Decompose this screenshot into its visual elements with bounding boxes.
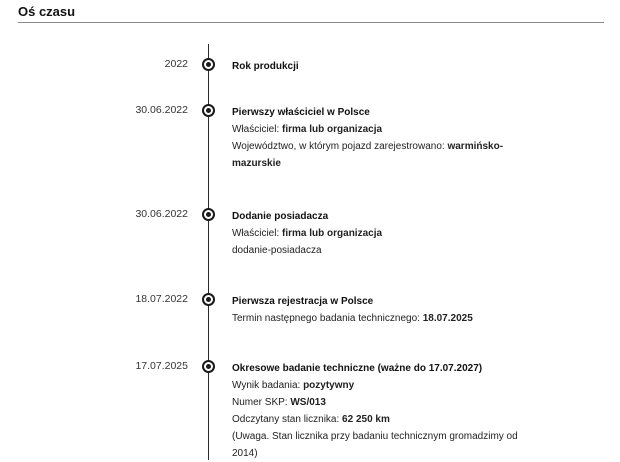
timeline-marker-icon bbox=[202, 104, 215, 117]
event-title: Dodanie posiadacza bbox=[232, 211, 329, 222]
event-title: Okresowe badanie techniczne (ważne do 17.07.2027) bbox=[232, 363, 483, 374]
odometer-remark-cont: 2014) bbox=[232, 448, 258, 459]
result-label: Wynik badania: bbox=[232, 380, 304, 391]
timeline-marker-icon bbox=[202, 360, 215, 373]
next-inspection-line bbox=[232, 310, 592, 327]
owner-value: firma lub organizacja bbox=[282, 228, 383, 239]
owner-line bbox=[232, 225, 592, 242]
voivodeship-line-cont bbox=[232, 155, 592, 172]
next-inspection-value: 18.07.2025 bbox=[422, 313, 473, 324]
skp-line bbox=[232, 394, 592, 411]
voivodeship-value: warmińsko- bbox=[447, 141, 504, 152]
owner-label: Właściciel: bbox=[232, 228, 283, 239]
next-inspection-label: Termin następnego badania technicznego: bbox=[232, 313, 423, 324]
voivodeship-line bbox=[232, 138, 592, 155]
event-date: 30.06.2022 bbox=[135, 104, 188, 116]
timeline-marker-icon bbox=[202, 293, 215, 306]
timeline-marker-icon bbox=[202, 208, 215, 221]
event-date: 18.07.2022 bbox=[135, 293, 188, 305]
skp-value: WS/013 bbox=[290, 397, 326, 408]
timeline-title: Oś czasu bbox=[18, 4, 76, 19]
odometer-line bbox=[232, 411, 592, 428]
event-body bbox=[232, 104, 592, 172]
odometer-value: 62 250 km bbox=[342, 414, 390, 425]
owner-line bbox=[232, 121, 592, 138]
event-note: dodanie-posiadacza bbox=[232, 245, 322, 256]
event-body bbox=[232, 208, 592, 259]
result-line bbox=[232, 377, 592, 394]
title-divider bbox=[18, 22, 604, 23]
voivodeship-value-cont: mazurskie bbox=[232, 158, 281, 169]
event-title: Rok produkcji bbox=[232, 61, 299, 72]
odometer-label: Odczytany stan licznika: bbox=[232, 414, 343, 425]
event-date: 17.07.2025 bbox=[135, 360, 188, 372]
event-date: 2022 bbox=[164, 58, 188, 70]
event-title: Pierwszy właściciel w Polsce bbox=[232, 107, 370, 118]
event-body bbox=[232, 293, 592, 327]
event-title: Pierwsza rejestracja w Polsce bbox=[232, 296, 374, 307]
owner-value: firma lub organizacja bbox=[282, 124, 383, 135]
owner-label: Właściciel: bbox=[232, 124, 283, 135]
event-body bbox=[232, 360, 592, 462]
result-value: pozytywny bbox=[303, 380, 355, 391]
event-date: 30.06.2022 bbox=[135, 208, 188, 220]
skp-label: Numer SKP: bbox=[232, 397, 291, 408]
odometer-remark: (Uwaga. Stan licznika przy badaniu technicznym gromadzimy od bbox=[232, 431, 518, 442]
timeline-marker-icon bbox=[202, 58, 215, 71]
voivodeship-label: Województwo, w którym pojazd zarejestrowano: bbox=[232, 141, 448, 152]
event-body bbox=[232, 58, 592, 75]
